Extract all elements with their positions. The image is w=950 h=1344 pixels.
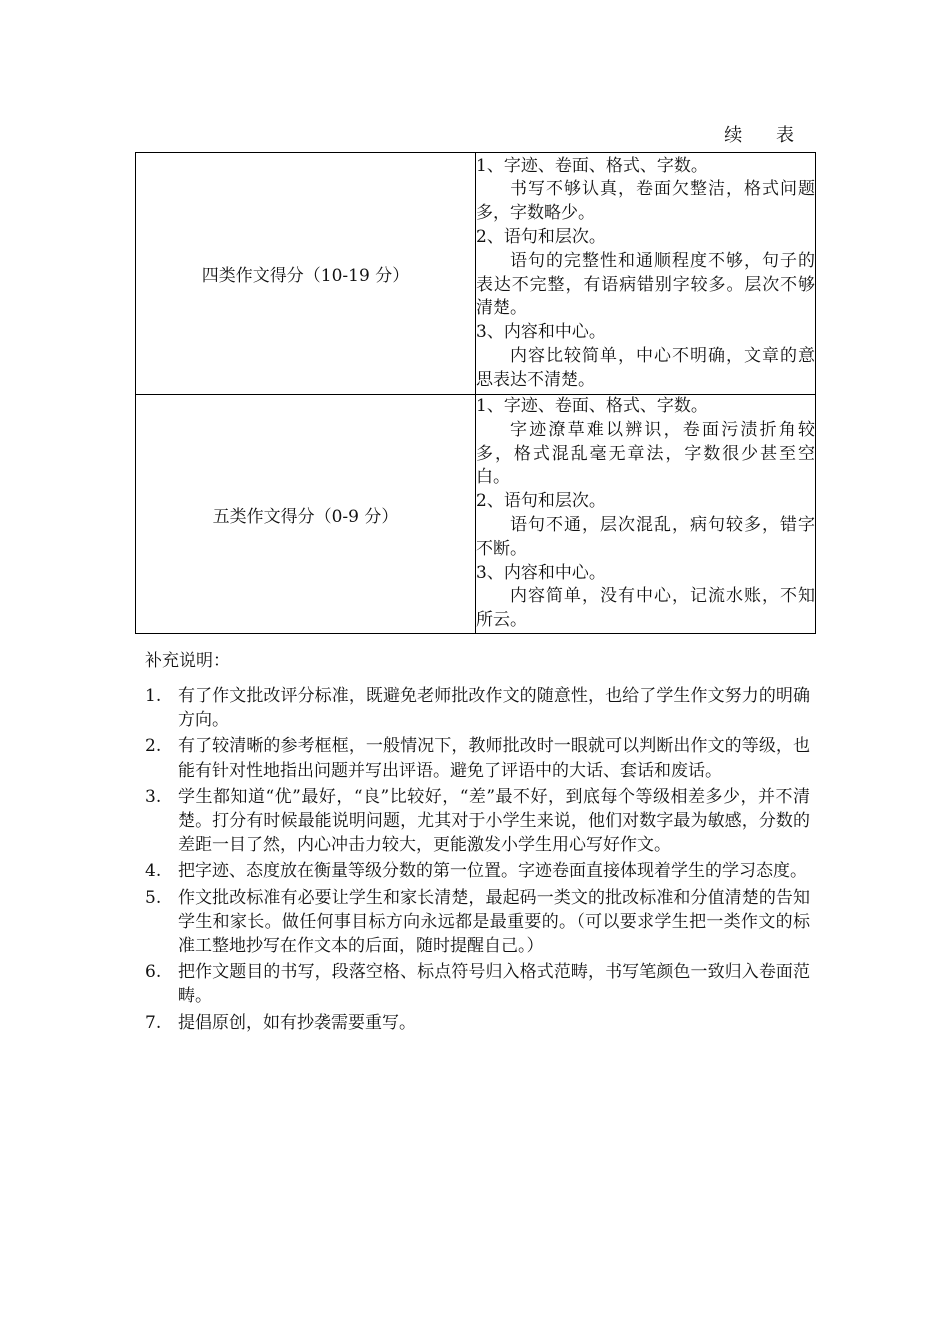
item-text: 作文批改标准有必要让学生和家长清楚，最起码一类文的批改标准和分值清楚的告知学生和家长。做任何事目标方向永远都是最重要的。（可以要求学生把一类作文的标准工整地抄写在作文本的后面，随时提醒自己。） — [178, 887, 810, 957]
continuation-label: 续 表 — [724, 125, 808, 146]
criteria-heading: 2、语句和层次。 — [476, 491, 606, 512]
table-row — [136, 395, 816, 634]
item-text: 有了较清晰的参考框框，一般情况下，教师批改时一眼就可以判断出作文的等级，也能有针对性地指出问题并写出评语。避免了评语中的大话、套话和废话。 — [178, 736, 810, 781]
item-number: 6. — [145, 962, 162, 983]
criteria-detail: 字迹潦草难以辨识，卷面污渍折角较多，格式混乱毫无章法，字数很少甚至空白。 — [476, 419, 815, 488]
list-item — [145, 684, 810, 732]
list-item — [145, 734, 810, 782]
category-cell: 五类作文得分（0-9 分） — [136, 395, 476, 634]
criteria-heading: 1、字迹、卷面、格式、字数。 — [476, 396, 708, 417]
list-item — [145, 1011, 810, 1035]
criteria-heading: 3、内容和中心。 — [476, 322, 606, 343]
list-item — [145, 785, 810, 858]
item-number: 5. — [145, 887, 162, 908]
item-text: 把字迹、态度放在衡量等级分数的第一位置。字迹卷面直接体现着学生的学习态度。 — [178, 861, 807, 882]
item-number: 2. — [145, 736, 162, 757]
item-text: 提倡原创，如有抄袭需要重写。 — [178, 1012, 416, 1033]
supplement-title: 补充说明： — [145, 651, 230, 671]
item-text: 有了作文批改评分标准，既避免老师批改作文的随意性，也给了学生作文努力的明确方向。 — [178, 686, 810, 731]
criteria-heading: 1、字迹、卷面、格式、字数。 — [476, 155, 708, 176]
table-row — [136, 153, 816, 395]
list-item — [145, 886, 810, 959]
item-text: 学生都知道“优”最好，“良”比较好，“差”最不好，到底每个等级相差多少，并不清楚。打分有时候最能说明问题，尤其对于小学生来说，他们对数字最为敏感，分数的差距一目了然，内心冲击力较大，更能激发小学生用心写好作文。 — [178, 786, 810, 856]
item-number: 1. — [145, 686, 162, 706]
item-text: 把作文题目的书写，段落空格、标点符号归入格式范畴，书写笔颜色一致归入卷面范畴。 — [178, 962, 810, 1007]
item-number: 4. — [145, 861, 162, 882]
item-number: 3. — [145, 786, 162, 807]
criteria-detail: 内容简单，没有中心，记流水账，不知所云。 — [476, 586, 815, 631]
criteria-detail: 书写不够认真，卷面欠整洁，格式问题多，字数略少。 — [476, 179, 815, 224]
criteria-cell — [476, 395, 816, 634]
criteria-heading: 3、内容和中心。 — [476, 562, 606, 583]
supplement-list — [145, 684, 810, 1037]
criteria-heading: 2、语句和层次。 — [476, 226, 606, 247]
item-number: 7. — [145, 1012, 162, 1033]
criteria-cell — [476, 153, 816, 395]
criteria-detail: 语句的完整性和通顺程度不够，句子的表达不完整，有语病错别字较多。层次不够清楚。 — [476, 250, 815, 319]
criteria-detail: 内容比较简单，中心不明确，文章的意思表达不清楚。 — [476, 345, 815, 390]
category-cell: 四类作文得分（10-19 分） — [136, 153, 476, 395]
list-item — [145, 859, 810, 883]
criteria-detail: 语句不通，层次混乱，病句较多，错字不断。 — [476, 515, 815, 559]
list-item — [145, 960, 810, 1008]
grading-table — [135, 152, 816, 634]
